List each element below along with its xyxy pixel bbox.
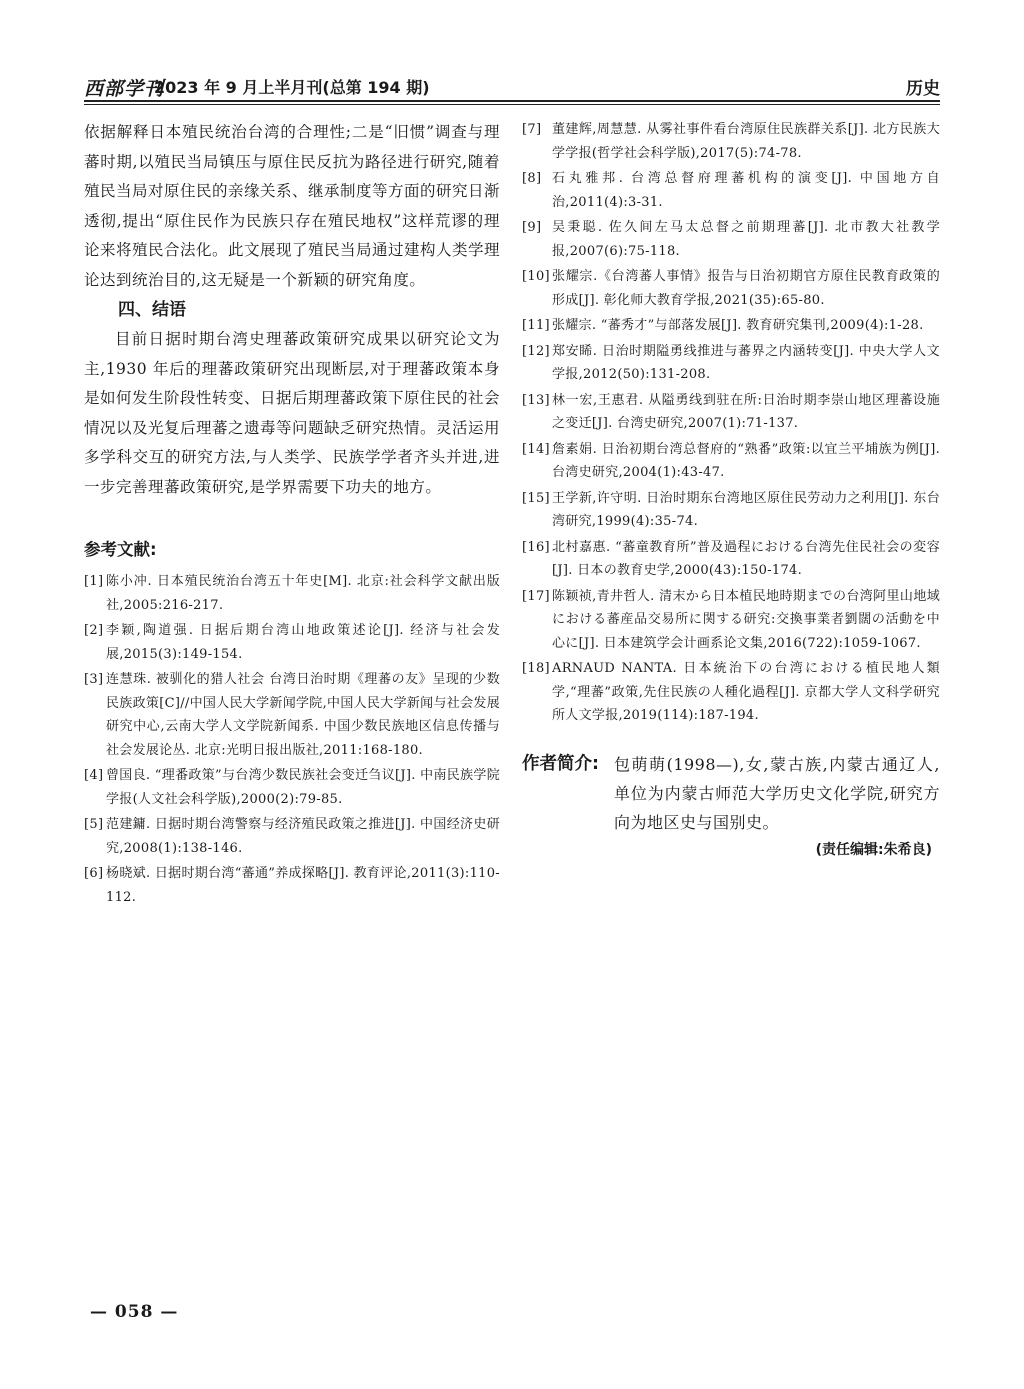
reference-text: 董建辉,周慧慧. 从雾社事件看台湾原住民族群关系[J]. 北方民族大学学报(哲学社会科学版),2017(5):74-78.: [552, 122, 940, 161]
body-paragraph: 依据解释日本殖民统治台湾的合理性;二是“旧惯”调查与理蕃时期,以殖民当局镇压与原住民反抗为路径进行研究,随着殖民当局对原住民的亲缘关系、继承制度等方面的研究日渐透彻,提出“原住民作为民族只存在殖民地权”这样荒谬的理论来将殖民合法化。此文展现了殖民当局通过建构人类学理论达到统治目的,这无疑是一个新颖的研究角度。: [84, 123, 501, 289]
body-paragraph: 目前日据时期台湾史理蕃政策研究成果以研究论文为主,1930 年后的理蕃政策研究出现断层,对于理蕃政策本身是如何发生阶段性转变、日据后期理蕃政策下原住民的社会情况以及光复后理蕃之遗毒等问题缺乏研究热情。灵活运用多学科交互的研究方法,与人类学、民族学学者齐头并进,进一步完善理蕃政策研究,是学界需要下功夫的地方。: [84, 330, 501, 496]
reference-item: [522, 438, 940, 485]
reference-item: [522, 118, 940, 165]
left-column: [84, 118, 500, 911]
reference-number: [11]: [522, 318, 550, 333]
reference-item: [522, 487, 940, 534]
reference-number: [7]: [522, 122, 542, 137]
reference-number: [12]: [522, 343, 550, 359]
reference-item: [522, 389, 940, 436]
reference-text: 范建鏞. 日据时期台湾警察与经济殖民政策之推进[J]. 中国经济史研究,2008(1):138-146.: [106, 817, 500, 856]
reference-text: 詹素娟. 日治初期台湾总督府的“熟番”政策:以宜兰平埔族为例[J]. 台湾史研究,2004(1):43-47.: [552, 441, 940, 480]
reference-text: 曾国良. “理番政策”与台湾少数民族社会变迁刍议[J]. 中南民族学院学报(人文社会科学版),2000(2):79-85.: [106, 768, 500, 807]
reference-number: [3]: [84, 672, 104, 687]
reference-number: [4]: [84, 768, 104, 783]
reference-text: 陈小冲. 日本殖民统治台湾五十年史[M]. 北京:社会科学文献出版社,2005:216-217.: [106, 574, 500, 613]
reference-number: [8]: [522, 171, 542, 186]
reference-text: 林一宏,王惠君. 从隘勇线到驻在所:日治时期李崇山地区理蕃设施之变迁[J]. 台湾史研究,2007(1):71-137.: [552, 392, 940, 431]
reference-number: [17]: [522, 588, 550, 604]
reference-text: 张耀宗.《台湾蕃人事情》报告与日治初期官方原住民教育政策的形成[J]. 彰化师大教育学报,2021(35):65-80.: [552, 269, 940, 308]
reference-text: 连慧珠. 被驯化的猎人社会 台湾日治时期《理蕃の友》呈现的少数民族政策[C]//中国人民大学新闻学院,中国人民大学新闻与社会发展研究中心,云南大学人文学院新闻系. 中国少数民族地区信息传播与社会发展论丛. 北京:光明日报出版社,2011:168-180.: [106, 672, 500, 758]
reference-item: [522, 216, 940, 263]
reference-number: [2]: [84, 623, 104, 638]
reference-text: 陈颖祯,青井哲人. 清末から日本植民地時期までの台湾阿里山地域における蕃産品交易所に関する研究:交換事業者劉闊の活動を中心に[J]. 日本建筑学会计画系论文集,2016(722):1059-1067.: [552, 588, 940, 651]
reference-item: [522, 657, 940, 728]
reference-text: 杨晓斌. 日据时期台湾“蕃通”养成探略[J]. 教育评论,2011(3):110-112.: [106, 866, 500, 905]
reference-number: [5]: [84, 817, 104, 832]
reference-text: 李颖,陶道强. 日据后期台湾山地政策述论[J]. 经济与社会发展,2015(3):149-154.: [106, 623, 500, 662]
reference-item: [522, 536, 940, 583]
responsible-editor: (责任编辑:朱希良): [815, 841, 932, 858]
reference-item: [522, 314, 940, 338]
section-label: 历史: [906, 79, 940, 99]
reference-text: 石丸雅邦. 台湾总督府理蕃机构的演变[J]. 中国地方自治,2011(4):3-31.: [552, 171, 940, 210]
issue-info: 2023 年 9 月上半月刊(总第 194 期): [154, 78, 430, 97]
reference-text: 吴秉聪. 佐久间左马太总督之前期理蕃[J]. 北市教大社教学报,2007(6):75-118.: [552, 220, 940, 259]
page-number: — 058 —: [90, 1302, 179, 1322]
reference-item: [84, 813, 500, 860]
running-header: [84, 74, 940, 100]
reference-number: [13]: [522, 392, 550, 408]
reference-text: 张耀宗. “蕃秀才”与部落发展[J]. 教育研究集刊,2009(4):1-28.: [552, 318, 924, 333]
right-column: [522, 118, 940, 859]
reference-item: [84, 668, 500, 762]
reference-number: [14]: [522, 441, 550, 457]
author-text: 包萌萌(1998—),女,蒙古族,内蒙古通辽人,单位为内蒙古师范大学历史文化学院,研究方向为地区史与国别史。: [614, 754, 940, 832]
reference-text: ARNAUD NANTA. 日本統治下の台湾における植民地人類学,“理蕃”政策,先住民族の人種化過程[J]. 京都大学人文科学研究所人文学报,2019(114):187-194.: [552, 661, 940, 723]
reference-number: [6]: [84, 866, 104, 881]
reference-number: [1]: [84, 574, 104, 589]
section-heading: 四、结语: [118, 300, 186, 320]
author-label: 作者简介:: [522, 753, 599, 774]
reference-number: [16]: [522, 539, 550, 555]
reference-number: [10]: [522, 269, 550, 284]
reference-number: [9]: [522, 220, 542, 235]
reference-item: [84, 570, 500, 617]
reference-item: [522, 585, 940, 656]
reference-text: 北村嘉惠. “蕃童教育所”普及過程における台湾先住民社会の変容[J]. 日本の教育史学,2000(43):150-174.: [552, 539, 940, 578]
reference-text: 郑安睎. 日治时期隘勇线推进与蕃界之内涵转变[J]. 中央大学人文学报,2012(50):131-208.: [552, 343, 940, 382]
reference-text: 王学新,许守明. 日治时期东台湾地区原住民劳动力之利用[J]. 东台湾研究,1999(4):35-74.: [552, 490, 940, 529]
reference-item: [84, 619, 500, 666]
reference-item: [522, 167, 940, 214]
reference-number: [15]: [522, 490, 550, 506]
reference-item: [84, 764, 500, 811]
journal-logo: 西部学刊: [84, 78, 165, 100]
author-bio: [522, 750, 940, 837]
reference-number: [18]: [522, 661, 550, 676]
header-rule-thin: [84, 104, 940, 105]
reference-item: [84, 862, 500, 909]
header-rule: [84, 100, 940, 102]
references-title: 参考文献:: [84, 540, 157, 559]
reference-item: [522, 340, 940, 387]
reference-item: [522, 265, 940, 312]
